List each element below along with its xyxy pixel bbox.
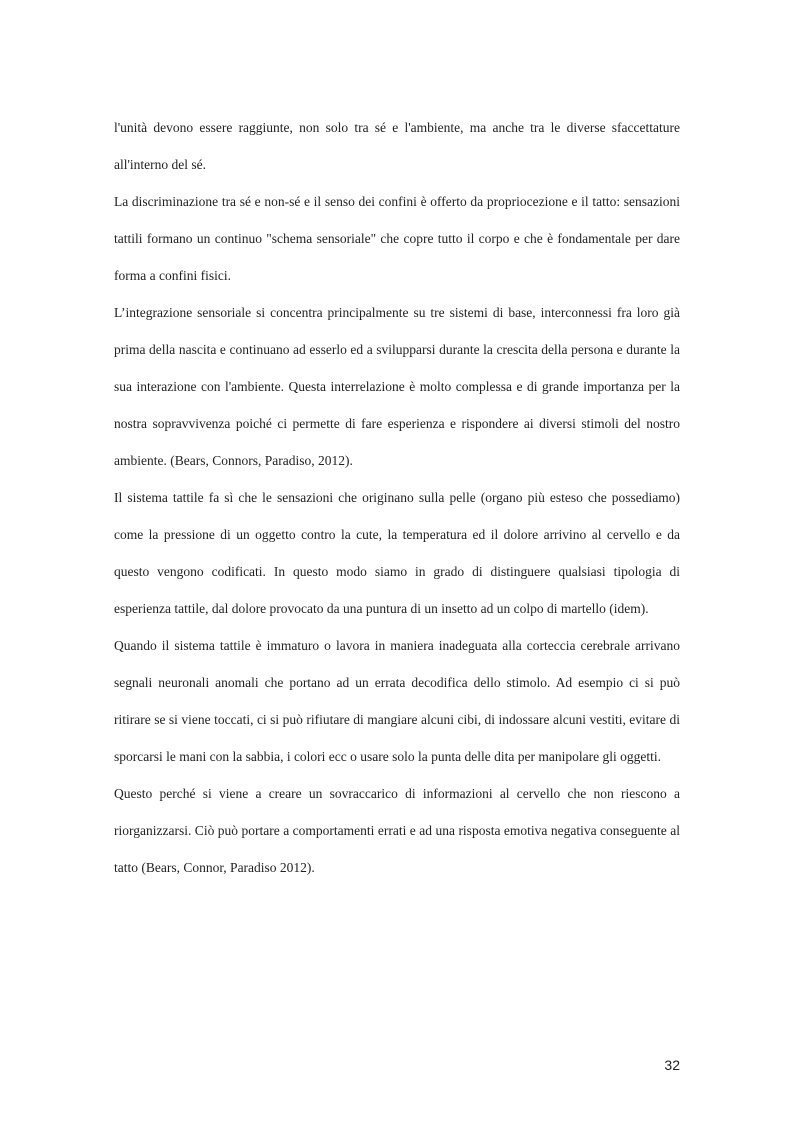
document-body bbox=[114, 109, 680, 886]
paragraph-sistema-tattile: Il sistema tattile fa sì che le sensazioni che originano sulla pelle (organo più esteso che possediamo) come la pressione di un oggetto contro la cute, la temperatura ed il dolore arrivino al cervello e da questo vengono codificati. In questo modo siamo in grado di distinguere qualsiasi tipologia di esperienza tattile, dal dolore provocato da una puntura di un insetto ad un colpo di martello (idem). bbox=[114, 490, 680, 616]
page-number: 32 bbox=[664, 1057, 680, 1073]
paragraph-discriminazione: La discriminazione tra sé e non-sé e il senso dei confini è offerto da propriocezione e il tatto: sensazioni tattili formano un continuo "schema sensoriale" che copre tutto il corpo e che è fondamentale per dare forma a confini fisici. bbox=[114, 194, 680, 283]
paragraph-integrazione: L’integrazione sensoriale si concentra principalmente su tre sistemi di base, interconnessi fra loro già prima della nascita e continuano ad esserlo ed a svilupparsi durante la crescita della persona e durante la sua interazione con l'ambiente. Questa interrelazione è molto complessa e di grande importanza per la nostra sopravvivenza poiché ci permette di fare esperienza e rispondere ai diversi stimoli del nostro ambiente. (Bears, Connors, Paradiso, 2012). bbox=[114, 305, 680, 468]
paragraph-unita: l'unità devono essere raggiunte, non solo tra sé e l'ambiente, ma anche tra le diverse sfaccettature all'interno del sé. bbox=[114, 120, 680, 172]
paragraph-immaturo: Quando il sistema tattile è immaturo o lavora in maniera inadeguata alla corteccia cerebrale arrivano segnali neuronali anomali che portano ad un errata decodifica dello stimolo. Ad esempio ci si può ritirare se si viene toccati, ci si può rifiutare di mangiare alcuni cibi, di indossare alcuni vestiti, evitare di sporcarsi le mani con la sabbia, i colori ecc o usare solo la punta delle dita per manipolare gli oggetti. bbox=[114, 638, 680, 764]
paragraph-sovraccarico: Questo perché si viene a creare un sovraccarico di informazioni al cervello che non riescono a riorganizzarsi. Ciò può portare a comportamenti errati e ad una risposta emotiva negativa conseguente al tatto (Bears, Connor, Paradiso 2012). bbox=[114, 786, 680, 875]
